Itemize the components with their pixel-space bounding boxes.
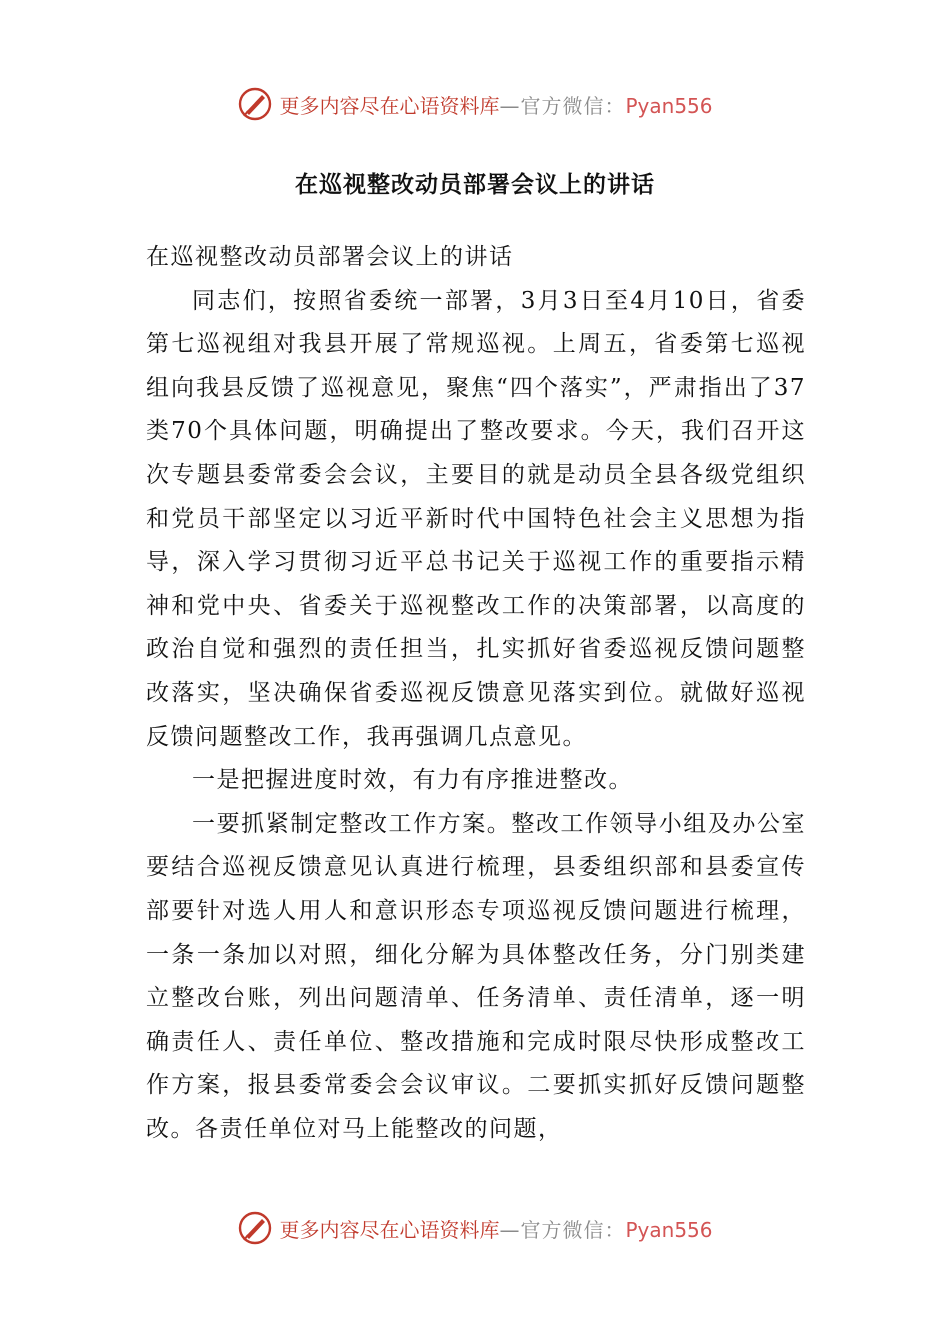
header-watermark-text [279, 90, 712, 119]
header-watermark-sub: —官方微信： [499, 93, 626, 118]
body-paragraph-details: 一要抓紧制定整改工作方案。整改工作领导小组及办公室要结合巡视反馈意见认真进行梳理，县委组织部和县委宣传部要针对选人用人和意识形态专项巡视反馈问题进行梳理，一条一条加以对照，细化分解为具体整改任务，分门别类建立整改台账，列出问题清单、任务清单、责任清单，逐一明确责任人、责任单位、整改措施和完成时限尽快形成整改工作方案，报县委常委会会议审议。二要抓实抓好反馈问题整改。各责任单位对马上能整改的问题， [146, 810, 806, 1142]
footer-watermark-text [279, 1214, 712, 1243]
document-body [146, 236, 806, 1151]
footer-watermark-banner [0, 1206, 950, 1250]
footer-watermark-main: 更多内容尽在心语资料库 [279, 1217, 500, 1242]
quill-logo-icon [237, 1210, 273, 1246]
header-watermark-banner [0, 82, 950, 126]
quill-logo-icon [237, 86, 273, 122]
footer-watermark-id: Pyan556 [625, 1217, 713, 1242]
footer-watermark-sub: —官方微信： [499, 1217, 626, 1242]
body-paragraph-point-one: 一是把握进度时效，有力有序推进整改。 [192, 767, 633, 794]
header-watermark-main: 更多内容尽在心语资料库 [279, 93, 500, 118]
header-watermark-id: Pyan556 [625, 93, 713, 118]
body-subtitle: 在巡视整改动员部署会议上的讲话 [146, 244, 514, 270]
body-paragraph-intro: 同志们，按照省委统一部署，3月3日至4月10日，省委第七巡视组对我县开展了常规巡视。上周五，省委第七巡视组向我县反馈了巡视意见，聚焦“四个落实”，严肃指出了37类70个具体问题，明确提出了整改要求。今天，我们召开这次专题县委常委会会议，主要目的就是动员全县各级党组织和党员干部坚定以习近平新时代中国特色社会主义思想为指导，深入学习贯彻习近平总书记关于巡视工作的重要指示精神和党中央、省委关于巡视整改工作的决策部署，以高度的政治自觉和强烈的责任担当，扎实抓好省委巡视反馈问题整改落实，坚决确保省委巡视反馈意见落实到位。就做好巡视反馈问题整改工作，我再强调几点意见。 [146, 287, 806, 750]
document-title: 在巡视整改动员部署会议上的讲话 [295, 172, 655, 198]
